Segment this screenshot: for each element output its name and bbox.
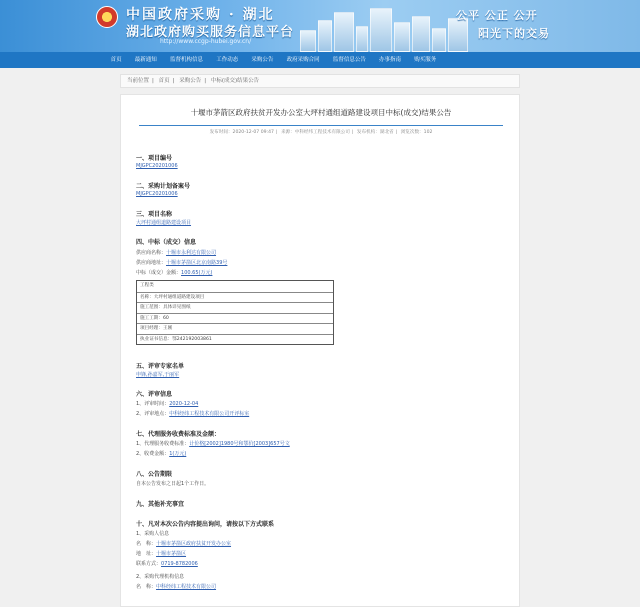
detail-duration: 施工工期：60 — [137, 313, 333, 324]
supplier-name-row: 供应商名称：十堰市永利达有限公司 — [136, 250, 217, 256]
nav-procurement-notice[interactable]: 采购公告 — [251, 57, 274, 63]
nav-supervision-info[interactable]: 监督机构信息 — [170, 57, 204, 63]
site-title: 中国政府采购 · 湖北 — [126, 7, 275, 23]
article-title: 十堰市茅箭区政府扶贫开发办公室大坪村通组道路建设项目中标(成交)结果公告 — [190, 108, 452, 117]
section-winner-info: 四、中标（成交）信息 — [136, 239, 197, 246]
breadcrumb-label: 当前位置 — [127, 78, 150, 84]
slogan-sunshine: 阳光下的交易 — [478, 27, 550, 40]
nav-guide[interactable]: 办事指南 — [379, 57, 402, 63]
detail-category: 工程类 — [140, 283, 154, 288]
supplier-address-row: 供应商地址：十堰市茅箭区北京南路39号 — [136, 260, 228, 266]
title-divider — [139, 125, 503, 126]
notice-period-value: 自本公告发布之日起1个工作日。 — [136, 481, 210, 487]
nav-contracts[interactable]: 政府采购合同 — [286, 57, 320, 63]
section-experts: 五、评审专家名单 — [136, 363, 185, 370]
site-url: http://www.ccgp-hubei.gov.cn/ — [160, 38, 252, 45]
nav-latest-notice[interactable]: 最新通知 — [134, 57, 157, 63]
plan-no-value: MJGPC20201006 — [136, 191, 178, 197]
section-project-name: 三、项目名称 — [136, 211, 173, 218]
meta-time: 发布时间：2020-12-07 09:47 — [209, 130, 274, 135]
supplier-name: 十堰市永利达有限公司 — [166, 250, 217, 256]
slogan-fair: 公平 公正 公开 — [456, 9, 538, 22]
meta-org: 发布机构：湖北省 — [356, 130, 394, 135]
section-contact: 十、凡对本次公告内容提出询问，请按以下方式联系 — [136, 521, 275, 528]
section-project-no: 一、项目编号 — [136, 155, 173, 162]
buyer-address: 十堰市茅箭区 — [156, 551, 187, 557]
nav-purchase-service[interactable]: 购买服务 — [414, 57, 437, 63]
meta-views: 浏览次数：102 — [400, 130, 433, 135]
header-banner — [0, 0, 640, 52]
review-time: 2020-12-04 — [169, 401, 199, 407]
breadcrumb-home[interactable]: 首页 — [158, 78, 170, 84]
buyer-name-row: 名 称：十堰市茅箭区政府扶贫开发办公室 — [136, 541, 232, 547]
breadcrumb: 当前位置 | 首页 | 采购公告 | 中标(成交)结果公告 — [120, 74, 520, 88]
fee-amount-row: 2、收费金额：1(万元) — [136, 451, 187, 457]
supplier-address: 十堰市茅箭区北京南路39号 — [166, 260, 228, 266]
breadcrumb-current: 中标(成交)结果公告 — [210, 78, 260, 84]
review-place: 中科经纬工程技术有限公司开评标室 — [169, 411, 250, 417]
agent-name: 中科经纬工程技术有限公司 — [156, 584, 217, 590]
emblem-icon — [96, 6, 118, 28]
section-review: 六、评审信息 — [136, 391, 173, 398]
main-nav — [0, 52, 640, 68]
site-subtitle: 湖北政府购买服务信息平台 — [126, 25, 295, 40]
project-detail-box — [136, 280, 334, 345]
detail-certificate: 执业证书信息：鄂242192003861 — [137, 334, 333, 345]
amount-value: 100.65(万元) — [181, 270, 213, 276]
review-place-row: 2、评审地点：中科经纬工程技术有限公司开评标室 — [136, 411, 250, 417]
fee-standard-row: 1、代理服务收费标准：计价格[2002]1980号和鄂价[2003]657号文 — [136, 441, 290, 447]
section-other: 九、其他补充事宜 — [136, 501, 185, 508]
detail-scope: 施工范围：具体详见图纸 — [137, 302, 333, 313]
detail-name: 名称：大坪村通组道路建设项目 — [137, 292, 333, 303]
section-notice-period: 八、公告期限 — [136, 471, 173, 478]
buyer-name: 十堰市茅箭区政府扶贫开发办公室 — [156, 541, 232, 547]
buyer-phone-row: 联系方式：0719-8782006 — [136, 561, 198, 567]
section-plan-no: 二、采购计划备案号 — [136, 183, 191, 190]
agent-name-row: 名 称：中科经纬工程技术有限公司 — [136, 584, 217, 590]
buyer-phone: 0719-8782006 — [161, 561, 198, 567]
breadcrumb-notice[interactable]: 采购公告 — [179, 78, 202, 84]
article-card — [120, 94, 520, 607]
detail-manager: 项目经理：王刚 — [137, 323, 333, 334]
amount-row: 中标（成交）金额：100.65(万元) — [136, 270, 213, 276]
experts-value: 申锋,孙嘉军,于丽军 — [136, 372, 180, 378]
review-time-row: 1、评审时间：2020-12-04 — [136, 401, 199, 407]
nav-home[interactable]: 首页 — [110, 57, 122, 63]
fee-amount: 1(万元) — [169, 451, 187, 457]
buyer-info-label: 1、采购人信息 — [136, 531, 170, 537]
article-meta: 发布时间：2020-12-07 09:47 | 来源：中科经纬工程技术有限公司 | 发布机构：湖北省 | 浏览次数：102 — [209, 130, 433, 135]
nav-supervision-notice[interactable]: 监督信息公告 — [332, 57, 366, 63]
section-agency-fee: 七、代理服务收费标准及金额： — [136, 431, 221, 438]
meta-source: 来源：中科经纬工程技术有限公司 — [280, 130, 350, 135]
skyline-image — [300, 6, 480, 52]
fee-standard: 计价格[2002]1980号和鄂价[2003]657号文 — [189, 441, 290, 447]
project-name-value: 大坪村通组道路建设项目 — [136, 220, 192, 226]
agent-info-label: 2、采购代理机构信息 — [136, 574, 185, 580]
project-no-value: MJGPC20201006 — [136, 163, 178, 169]
nav-work-news[interactable]: 工作动态 — [216, 57, 239, 63]
buyer-address-row: 地 址：十堰市茅箭区 — [136, 551, 187, 557]
